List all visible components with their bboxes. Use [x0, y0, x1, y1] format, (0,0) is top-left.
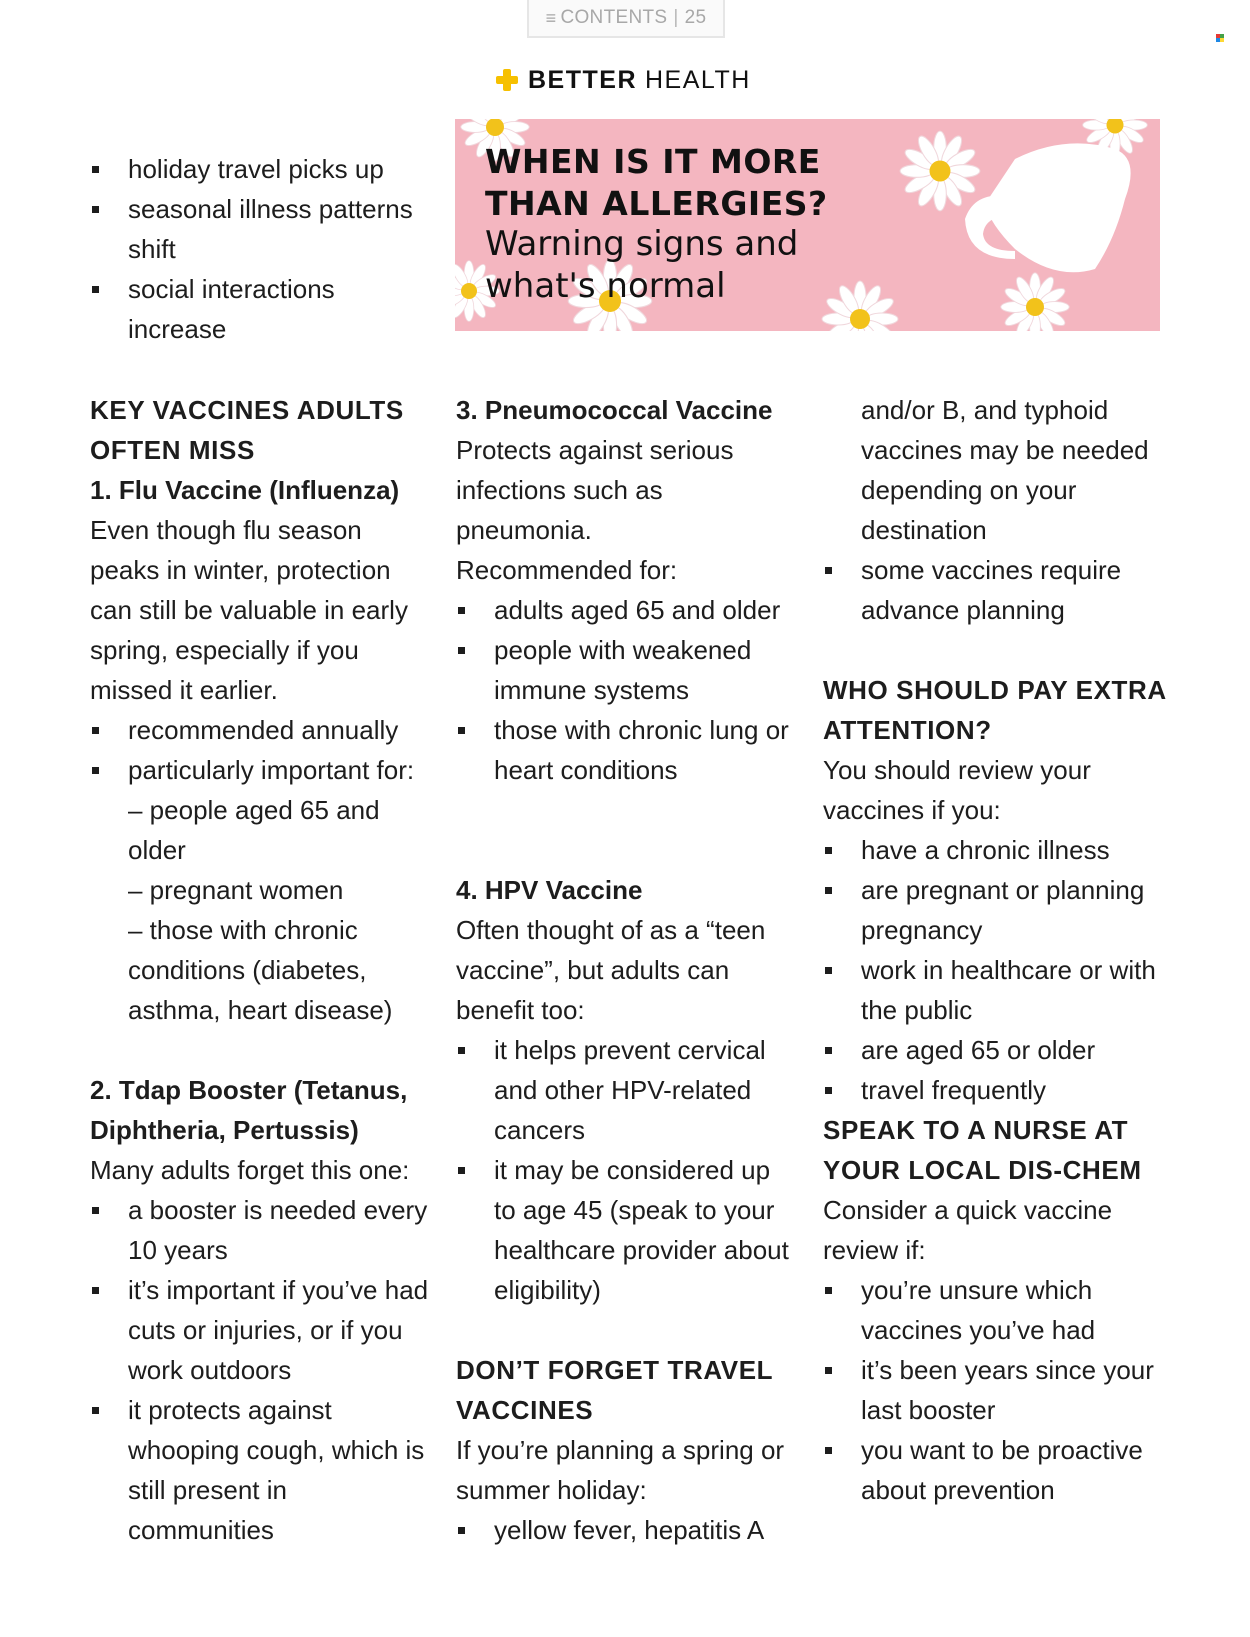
list-item: social interactions increase [90, 269, 435, 349]
corner-color-mark [1216, 34, 1224, 42]
list-item: travel frequently [823, 1070, 1168, 1110]
bullet-icon [92, 1407, 99, 1414]
banner-subtitle-line: what's normal [485, 266, 726, 306]
list-item: seasonal illness patterns shift [90, 189, 435, 269]
banner-title [485, 141, 828, 225]
bullet-icon [92, 1287, 99, 1294]
travel-bullet-list [456, 1510, 796, 1550]
brand-bold: BETTER [528, 65, 637, 94]
bullet-icon [92, 206, 99, 213]
list-item: you’re unsure which vaccines you’ve had [823, 1270, 1168, 1350]
pneumococcal-bullet-list [456, 590, 796, 790]
attention-title: WHO SHOULD PAY EXTRA ATTENTION? [823, 675, 1166, 745]
list-item: adults aged 65 and older [456, 590, 796, 630]
bullet-icon [825, 1047, 832, 1054]
bullet-icon [458, 607, 465, 614]
list-item: are pregnant or planning pregnancy [823, 870, 1168, 950]
list-item: it may be considered up to age 45 (speak to your healthcare provider about eligibility) [456, 1150, 796, 1310]
bullet-icon [458, 1047, 465, 1054]
banner-title-line: THAN ALLERGIES? [485, 184, 828, 223]
list-item: have a chronic illness [823, 830, 1168, 870]
nurse-title: SPEAK TO A NURSE AT YOUR LOCAL DIS-CHEM [823, 1115, 1142, 1185]
bullet-icon [458, 647, 465, 654]
hpv-title: 4. HPV Vaccine [456, 875, 643, 905]
bullet-icon [825, 1447, 832, 1454]
list-item: particularly important for: – people aged 65 and older – pregnant women – those with chronic conditions (diabetes, asthma, heart disease) [90, 750, 435, 1030]
bullet-icon [825, 967, 832, 974]
list-item: are aged 65 or older [823, 1030, 1168, 1070]
bullet-icon [92, 286, 99, 293]
intro-bullet-list [90, 149, 435, 349]
bullet-icon [92, 727, 99, 734]
travel-vaccines-title: DON’T FORGET TRAVEL VACCINES [456, 1355, 773, 1425]
bullet-icon [92, 166, 99, 173]
list-item: some vaccines require advance planning [823, 550, 1168, 630]
list-item: holiday travel picks up [90, 149, 435, 189]
list-item: it’s important if you’ve had cuts or injuries, or if you work outdoors [90, 1270, 435, 1390]
bullet-icon [825, 1087, 832, 1094]
list-item: a booster is needed every 10 years [90, 1190, 435, 1270]
section-brand [496, 64, 751, 96]
sub-item: – people aged 65 and older [128, 795, 380, 865]
flu-vaccine-title: 1. Flu Vaccine (Influenza) [90, 475, 400, 505]
tab-separator: | [673, 7, 679, 28]
bullet-icon [825, 887, 832, 894]
travel-vaccines-body: If you’re planning a spring or summer holiday: [456, 1435, 785, 1505]
list-item: it’s been years since your last booster [823, 1350, 1168, 1430]
banner-subtitle-line: Warning signs and [485, 224, 799, 264]
plus-icon [496, 69, 518, 91]
list-item: work in healthcare or with the public [823, 950, 1168, 1030]
tdap-title: 2. Tdap Booster (Tetanus, Diphtheria, Pertussis) [90, 1075, 408, 1145]
banner-image [455, 119, 1160, 331]
list-item: people with weakened immune systems [456, 630, 796, 710]
sub-item: – pregnant women [128, 875, 344, 905]
list-item: yellow fever, hepatitis A [456, 1510, 796, 1550]
banner-title-line: WHEN IS IT MORE [485, 142, 821, 181]
flu-bullet-list [90, 710, 435, 1030]
list-item: it helps prevent cervical and other HPV-related cancers [456, 1030, 796, 1150]
list-item: you want to be proactive about prevention [823, 1430, 1168, 1510]
hpv-body: Often thought of as a “teen vaccine”, but adults can benefit too: [456, 915, 766, 1025]
list-item: and/or B, and typhoid vaccines may be needed depending on your destination [861, 395, 1149, 545]
menu-icon: ≡ [545, 7, 557, 28]
bullet-icon [92, 767, 99, 774]
bullet-icon [92, 1207, 99, 1214]
bullet-icon [825, 567, 832, 574]
section-heading: KEY VACCINES ADULTS OFTEN MISS [90, 395, 404, 465]
pneumococcal-body: Protects against serious infections such as pneumonia. [456, 435, 734, 545]
travel-continued-list [823, 390, 1168, 630]
tissue-icon [965, 143, 1131, 272]
pneumococcal-title: 3. Pneumococcal Vaccine [456, 395, 773, 425]
bullet-icon [825, 847, 832, 854]
contents-label: CONTENTS [560, 7, 668, 28]
attention-bullet-list [823, 830, 1168, 1110]
page-number: 25 [684, 7, 707, 28]
banner-subtitle [485, 223, 798, 307]
tdap-body: Many adults forget this one: [90, 1155, 410, 1185]
hpv-bullet-list [456, 1030, 796, 1310]
bullet-icon [458, 1167, 465, 1174]
contents-tab[interactable] [527, 0, 725, 38]
flu-vaccine-body: Even though flu season peaks in winter, protection can still be valuable in early spring, especially if you missed it earlier. [90, 515, 408, 705]
attention-body: You should review your vaccines if you: [823, 755, 1091, 825]
bullet-icon [825, 1287, 832, 1294]
bullet-icon [458, 727, 465, 734]
recommended-label: Recommended for: [456, 555, 678, 585]
nurse-body: Consider a quick vaccine review if: [823, 1195, 1113, 1265]
nurse-bullet-list [823, 1270, 1168, 1510]
list-item: it protects against whooping cough, which is still present in communities [90, 1390, 435, 1550]
sub-item: – those with chronic conditions (diabetes, asthma, heart disease) [128, 915, 393, 1025]
list-item: those with chronic lung or heart conditions [456, 710, 796, 790]
bullet-icon [458, 1527, 465, 1534]
tdap-bullet-list [90, 1190, 435, 1550]
list-item: recommended annually [90, 710, 435, 750]
bullet-icon [825, 1367, 832, 1374]
brand-light: HEALTH [645, 65, 751, 94]
